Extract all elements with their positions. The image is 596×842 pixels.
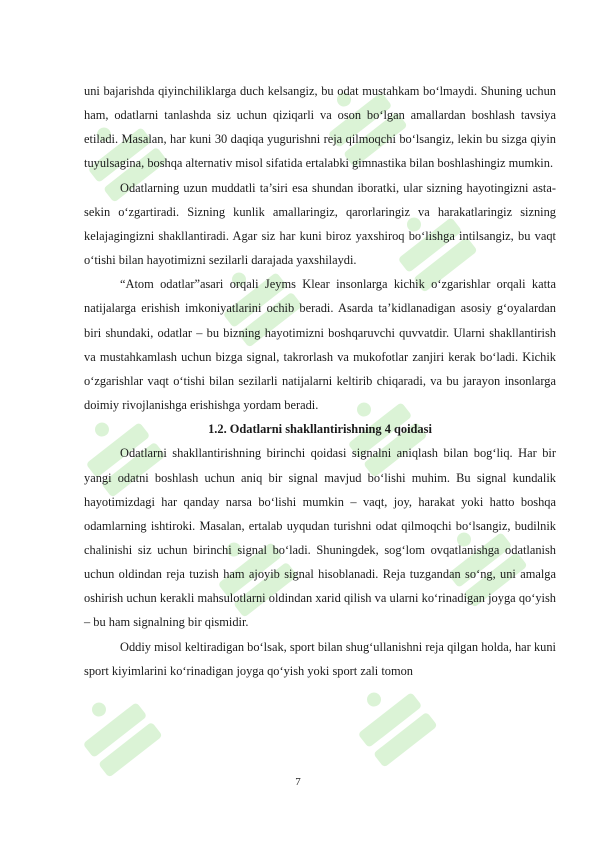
- paragraph-3: “Atom odatlar”asari orqali Jeyms Klear insonlarga kichik o‘zgarishlar orqali katta natijalarga erishish imkoniyatlarini ochib beradi. Asarda ta’kidlanadigan asosiy g‘oyalardan biri shundaki, odatlar – bu bizning hayotimizni boshqaruvchi quvvatdir. Ularni shakllantirish va mustahkamlash uchun bizga signal, takrorlash va mukofotlar zanjiri kerak bo‘ladi. Kichik o‘zgarishlar vaqt o‘tishi bilan sezilarli natijalarni keltirib chiqaradi, va bu jarayon insonlarga doimiy rivojlanishga erishishga yordam beradi.: [84, 277, 556, 413]
- paragraph-1: uni bajarishda qiyinchiliklarga duch kelsangiz, bu odat mustahkam bo‘lmaydi. Shuning uchun ham, odatlarni tanlashda siz uchun qiziqarli va oson bo‘lgan amallardan boshlash tavsiya etiladi. Masalan, har kuni 30 daqiqa yugurishni reja qilmoqchi bo‘lsangiz, lekin bu sizga qiyin tuyulsagina, boshqa alternativ misol sifatida ertalabki gimnastika bilan boshlashingiz mumkin.: [84, 84, 556, 171]
- section-paragraph-1: Odatlarni shakllantirishning birinchi qoidasi signalni aniqlash bilan bog‘liq. Har bir yangi odatni boshlash uchun aniq bir signal mavjud bo‘lishi muhim. Bu signal kundalik hayotimizdagi har qanday narsa bo‘lishi mumkin – vaqt, joy, harakat yoki hatto boshqa odamlarning ishtiroki. Masalan, ertalab uyqudan turishni odat qilmoqchi bo‘lsangiz, budilnik chalinishi siz uchun birinchi signal bo‘ladi. Shuningdek, sog‘lom ovqatlanishga odatlanish uchun oldindan reja tuzish ham ajoyib signal hisoblanadi. Reja tuzgandan so‘ng, uni amalga oshirish uchun kerakli mahsulotlarni oldindan xarid qilish va ularni ko‘rinadigan joyga qo‘yish – bu ham signalning bir qismidir.: [84, 446, 556, 630]
- page-number: 7: [295, 776, 301, 788]
- section-heading: 1.2. Odatlarni shakllantirishning 4 qoidasi: [208, 422, 432, 437]
- paragraph-2: Odatlarning uzun muddatli ta’siri esa shundan iboratki, ular sizning hayotingizni asta-sekin o‘zgartiradi. Sizning kunlik amallaringiz, qarorlaringiz va harakatlaringiz sizning kelajagingizni shakllantiradi. Agar siz har kuni biroz yaxshiroq bo‘lishga intilsangiz, bu vaqt o‘tishi bilan hayotimizni sezilarli darajada yaxshilaydi.: [84, 180, 556, 268]
- document-body: [84, 79, 556, 683]
- section-paragraph-2: Oddiy misol keltiradigan bo‘lsak, sport bilan shug‘ullanishni reja qilgan holda, har kuni sport kiyimlarini ko‘rinadigan joyga qo‘yish yoki sport zali tomon: [84, 639, 556, 678]
